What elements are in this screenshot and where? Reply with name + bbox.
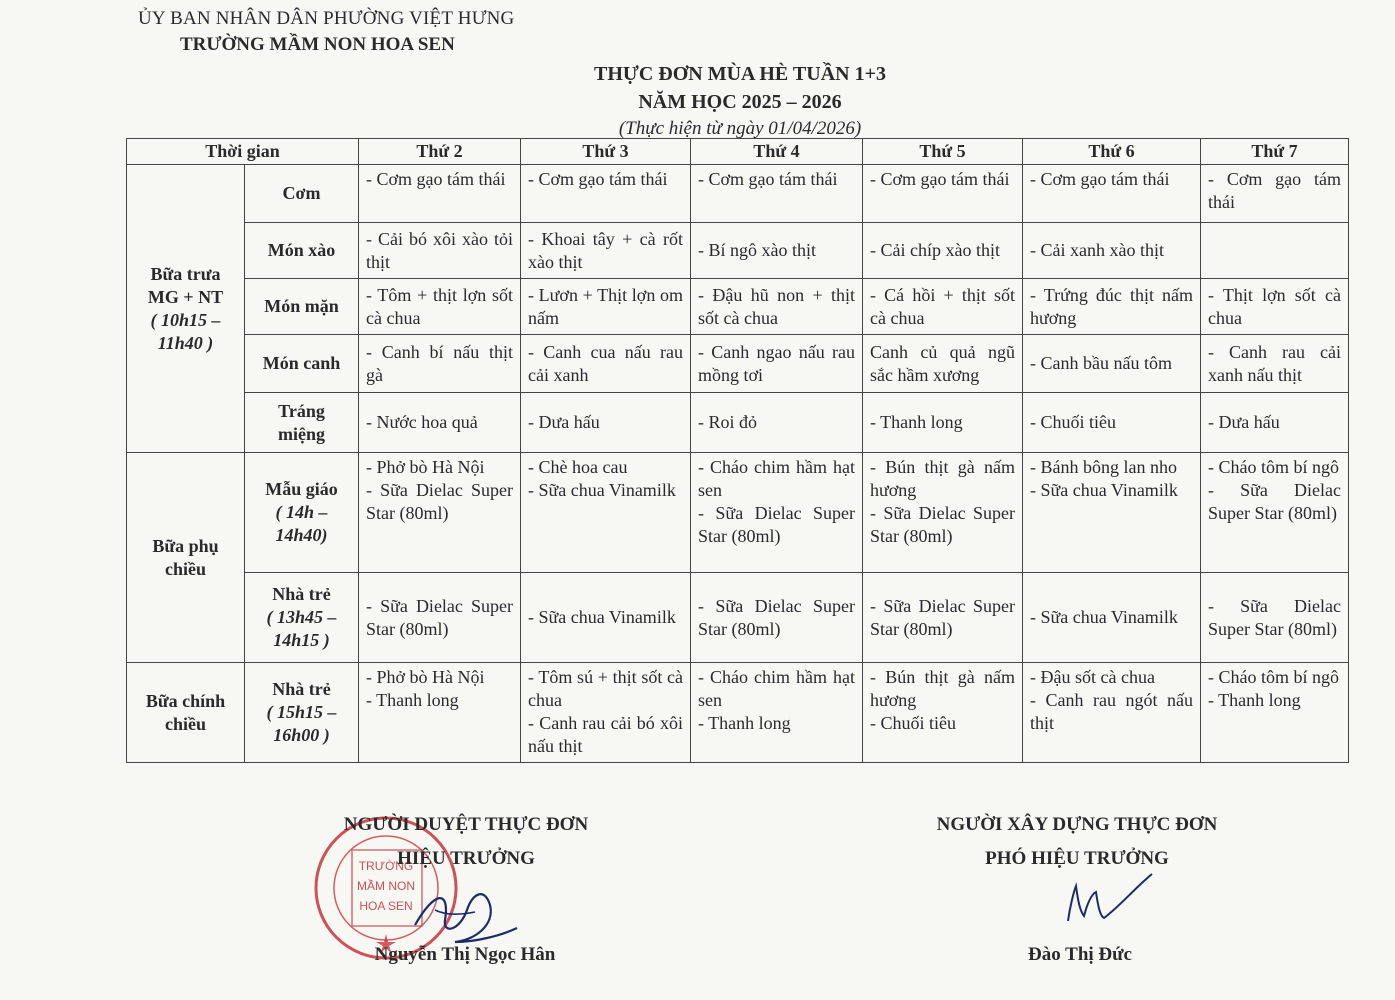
menu-item: - Tôm + thịt lợn sốt cà chua — [366, 284, 513, 328]
dish-type — [245, 663, 359, 763]
meal-label-line: Bữa trưa — [150, 263, 221, 284]
dish-type-line: Mẫu giáo — [265, 479, 338, 499]
menu-item: - Canh ngao nấu rau mồng tơi — [698, 341, 855, 385]
dish-type-line: ( 14h – — [275, 502, 328, 522]
svg-text:HOA SEN: HOA SEN — [359, 899, 413, 913]
menu-cell — [863, 223, 1023, 279]
creator-role: NGƯỜI XÂY DỰNG THỰC ĐƠN — [936, 814, 1218, 835]
dish-type-line: Món canh — [262, 353, 341, 373]
menu-cell — [1201, 393, 1349, 453]
menu-item: - Dưa hấu — [1208, 412, 1280, 432]
meal-label-line: chiều — [164, 558, 206, 579]
menu-item: - Sữa Dielac Super Star (80ml) — [698, 595, 855, 639]
menu-item: - Sữa Dielac Super Star (80ml) — [870, 595, 1015, 639]
menu-item: - Bí ngô xào thịt — [698, 240, 816, 260]
dish-type — [245, 279, 359, 335]
menu-cell — [521, 165, 691, 223]
menu-cell — [359, 573, 521, 663]
menu-item: - Cháo chim hầm hạt sen — [698, 457, 855, 500]
menu-item: - Cơm gạo tám thái — [698, 169, 838, 189]
meal-label-line: ( 10h15 – — [150, 309, 221, 330]
menu-item: - Sữa Dielac Super Star (80ml) — [870, 503, 1015, 546]
menu-item: - Sữa Dielac Super Star (80ml) — [1208, 595, 1341, 639]
day-header: Thứ 5 — [863, 139, 1023, 165]
menu-cell — [863, 663, 1023, 763]
menu-cell — [521, 279, 691, 335]
meal-label — [127, 663, 245, 763]
menu-cell — [521, 335, 691, 393]
menu-item: - Nước hoa quả — [366, 412, 478, 432]
menu-item: - Thịt lợn sốt cà chua — [1208, 284, 1341, 328]
creator-name: Đào Thị Đức — [1028, 944, 1132, 965]
approver-role: NGƯỜI DUYỆT THỰC ĐƠN — [343, 814, 589, 835]
dish-type-line: 16h00 ) — [273, 725, 330, 745]
menu-item: - Đậu sốt cà chua — [1030, 667, 1155, 687]
meal-label — [127, 165, 245, 453]
dish-type — [245, 335, 359, 393]
menu-cell — [359, 393, 521, 453]
org-name: ỦY BAN NHÂN DÂN PHƯỜNG VIỆT HƯNG — [138, 8, 515, 29]
menu-cell — [521, 223, 691, 279]
dish-type-line: ( 15h15 – — [266, 702, 337, 722]
menu-cell — [691, 335, 863, 393]
dish-type-line: Món mặn — [264, 296, 339, 316]
menu-cell — [1023, 393, 1201, 453]
menu-item: - Canh bí nấu thịt gà — [366, 341, 513, 385]
menu-cell — [521, 573, 691, 663]
menu-item: - Khoai tây + cà rốt xào thịt — [528, 228, 683, 272]
day-header: Thứ 3 — [521, 139, 691, 165]
dish-type-line: Nhà trẻ — [272, 679, 331, 699]
menu-cell — [1023, 663, 1201, 763]
menu-cell — [863, 335, 1023, 393]
menu-item: - Thanh long — [698, 713, 791, 733]
meal-label-line: 11h40 ) — [157, 332, 214, 353]
time-header: Thời gian — [127, 139, 359, 165]
menu-item: - Bún thịt gà nấm hương — [870, 457, 1015, 500]
menu-cell — [359, 279, 521, 335]
menu-row — [127, 335, 1349, 393]
menu-item: - Dưa hấu — [528, 412, 600, 432]
menu-cell — [691, 165, 863, 223]
menu-item: - Tôm sú + thịt sốt cà chua — [528, 667, 683, 710]
menu-cell — [359, 223, 521, 279]
menu-cell — [691, 663, 863, 763]
menu-row — [127, 165, 1349, 223]
menu-cell — [1201, 165, 1349, 223]
menu-item: - Sữa chua Vinamilk — [528, 607, 676, 627]
menu-cell — [691, 453, 863, 573]
menu-cell — [521, 393, 691, 453]
approver-name: Nguyễn Thị Ngọc Hân — [374, 944, 556, 965]
menu-item: - Sữa Dielac Super Star (80ml) — [366, 480, 513, 523]
approver-title: HIỆU TRƯỞNG — [397, 848, 535, 869]
menu-cell — [1023, 335, 1201, 393]
meal-label-line: MG + NT — [147, 286, 224, 307]
menu-cell — [1201, 223, 1349, 279]
menu-item: - Chuối tiêu — [870, 713, 956, 733]
menu-item: - Cơm gạo tám thái — [870, 169, 1010, 189]
day-header: Thứ 7 — [1201, 139, 1349, 165]
dish-type — [245, 393, 359, 453]
menu-item: - Canh rau cải xanh nấu thịt — [1208, 341, 1341, 385]
principal-signature — [405, 870, 525, 950]
menu-cell — [863, 573, 1023, 663]
day-header: Thứ 4 — [691, 139, 863, 165]
menu-item: - Canh rau ngót nấu thịt — [1030, 690, 1193, 733]
menu-row — [127, 453, 1349, 573]
school-name: TRƯỜNG MẦM NON HOA SEN — [180, 34, 455, 55]
menu-row — [127, 279, 1349, 335]
approver-block — [336, 808, 596, 876]
school-year: NĂM HỌC 2025 – 2026 — [638, 91, 842, 113]
menu-item: - Cơm gạo tám thái — [528, 169, 668, 189]
menu-cell — [863, 165, 1023, 223]
menu-item: - Đậu hũ non + thịt sốt cà chua — [698, 284, 855, 328]
menu-cell — [521, 663, 691, 763]
menu-cell — [1201, 573, 1349, 663]
creator-title: PHÓ HIỆU TRƯỞNG — [985, 848, 1169, 869]
menu-item: - Roi đỏ — [698, 412, 758, 432]
menu-table — [126, 138, 1349, 763]
dish-type-line: miệng — [278, 423, 325, 444]
menu-item: - Canh bầu nấu tôm — [1030, 353, 1172, 373]
menu-item: - Cháo tôm bí ngô — [1208, 457, 1339, 477]
menu-cell — [1023, 279, 1201, 335]
menu-item: - Canh cua nấu rau cải xanh — [528, 341, 683, 385]
menu-cell — [359, 165, 521, 223]
menu-cell — [691, 573, 863, 663]
menu-item: - Cơm gạo tám thái — [1030, 169, 1170, 189]
meal-label-line: chiều — [164, 713, 206, 734]
svg-text:MẦM NON: MẦM NON — [357, 879, 415, 893]
menu-title: THỰC ĐƠN MÙA HÈ TUẦN 1+3 — [594, 63, 886, 85]
menu-item: - Chè hoa cau — [528, 457, 628, 477]
menu-item: Canh củ quả ngũ sắc hầm xương — [870, 341, 1015, 385]
menu-cell — [1023, 165, 1201, 223]
day-header: Thứ 6 — [1023, 139, 1201, 165]
dish-type-line: 14h40) — [275, 525, 328, 545]
menu-cell — [1201, 279, 1349, 335]
meal-label — [127, 453, 245, 663]
dish-type — [245, 453, 359, 573]
menu-item: - Sữa chua Vinamilk — [1030, 480, 1178, 500]
menu-cell — [1201, 335, 1349, 393]
menu-cell — [1023, 573, 1201, 663]
menu-cell — [863, 393, 1023, 453]
menu-item: - Sữa Dielac Super Star (80ml) — [366, 595, 513, 639]
menu-item: - Cơm gạo tám thái — [366, 169, 506, 189]
dish-type-line: 14h15 ) — [273, 630, 330, 650]
menu-cell — [1023, 223, 1201, 279]
creator-block — [922, 808, 1232, 876]
menu-cell — [863, 453, 1023, 573]
menu-item: - Canh rau cải bó xôi nấu thịt — [528, 713, 683, 756]
menu-item: - Sữa Dielac Super Star (80ml) — [698, 503, 855, 546]
menu-item: - Phở bò Hà Nội — [366, 667, 485, 687]
menu-item: - Sữa chua Vinamilk — [528, 480, 676, 500]
menu-item: - Sữa Dielac Super Star (80ml) — [1208, 480, 1341, 523]
menu-item: - Cháo tôm bí ngô — [1208, 667, 1339, 687]
menu-item: - Trứng đúc thịt nấm hương — [1030, 284, 1193, 328]
menu-cell — [691, 279, 863, 335]
title-block — [440, 60, 1040, 142]
dish-type — [245, 165, 359, 223]
menu-cell — [359, 453, 521, 573]
menu-item: - Thanh long — [870, 412, 963, 432]
dish-type-line: Món xào — [267, 240, 336, 260]
menu-item: - Cải bó xôi xào tỏi thịt — [366, 228, 513, 272]
effective-date: (Thực hiện từ ngày 01/04/2026) — [618, 118, 862, 139]
menu-cell — [691, 223, 863, 279]
dish-type — [245, 573, 359, 663]
menu-cell — [359, 663, 521, 763]
menu-row — [127, 573, 1349, 663]
menu-item: - Bún thịt gà nấm hương — [870, 667, 1015, 710]
dish-type — [245, 223, 359, 279]
menu-item: - Cải chíp xào thịt — [870, 240, 1000, 260]
menu-item: - Cá hồi + thịt sốt cà chua — [870, 284, 1015, 328]
menu-cell — [521, 453, 691, 573]
dish-type-line: ( 13h45 – — [266, 607, 337, 627]
menu-item: - Cơm gạo tám thái — [1208, 169, 1341, 212]
menu-cell — [863, 279, 1023, 335]
menu-item: - Bánh bông lan nho — [1030, 457, 1177, 477]
dish-type-line: Tráng — [278, 400, 325, 421]
menu-item: - Lươn + Thịt lợn om nấm — [528, 284, 683, 328]
dish-type-line: Cơm — [282, 183, 321, 203]
menu-row — [127, 393, 1349, 453]
menu-cell — [1201, 663, 1349, 763]
menu-cell — [1201, 453, 1349, 573]
menu-item: - Thanh long — [1208, 690, 1301, 710]
menu-row — [127, 663, 1349, 763]
meal-label-line: Bữa chính — [145, 690, 226, 711]
menu-item: - Phở bò Hà Nội — [366, 457, 485, 477]
dish-type-line: Nhà trẻ — [272, 584, 331, 604]
menu-cell — [691, 393, 863, 453]
meal-label-line: Bữa phụ — [152, 535, 219, 556]
day-header: Thứ 2 — [359, 139, 521, 165]
menu-cell — [1023, 453, 1201, 573]
header-row — [127, 139, 1349, 165]
menu-cell — [359, 335, 521, 393]
vice-principal-signature — [1060, 866, 1160, 936]
svg-text:TRƯỜNG: TRƯỜNG — [358, 859, 414, 873]
menu-item: - Thanh long — [366, 690, 459, 710]
menu-item: - Sữa chua Vinamilk — [1030, 607, 1178, 627]
menu-item: - Cháo chim hầm hạt sen — [698, 667, 855, 710]
menu-row — [127, 223, 1349, 279]
menu-item: - Cải xanh xào thịt — [1030, 240, 1164, 260]
menu-item: - Chuối tiêu — [1030, 412, 1116, 432]
